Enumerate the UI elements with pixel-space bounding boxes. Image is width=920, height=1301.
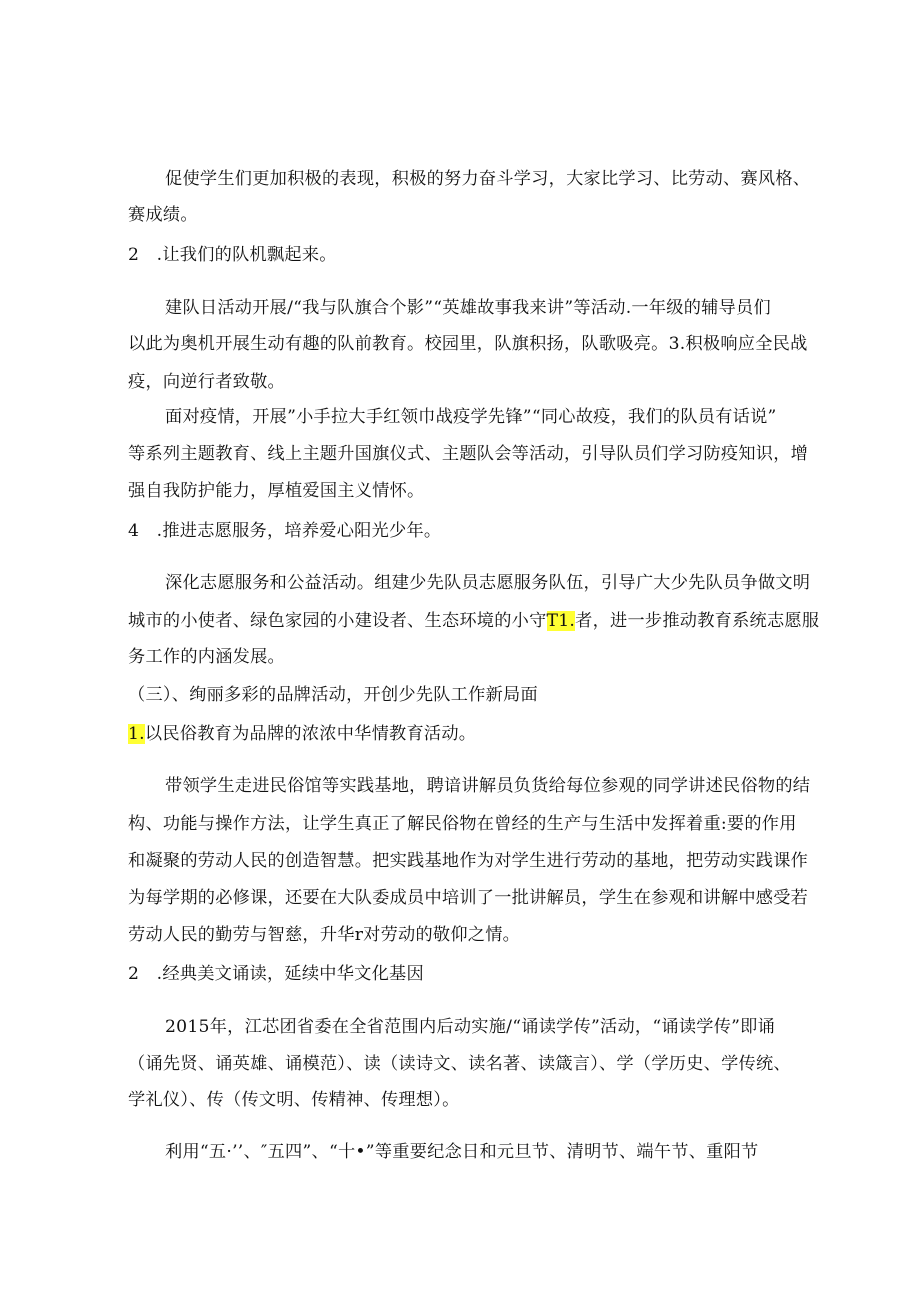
- section-heading: 2 .让我们的队机飘起来。: [128, 245, 337, 265]
- paragraph-line: 建队日活动开展/“我与队旗合个影”“英雄故事我来讲”等活动.一年级的辅导员们: [165, 298, 771, 318]
- paragraph-line: [128, 609, 820, 633]
- paragraph-line: 构、功能与操作方法，让学生真正了解民俗物在曾经的生产与生活中发挥着重:要的作用: [128, 814, 797, 834]
- section-heading: 4 .推进志愿服务，培养爱心阳光少年。: [128, 521, 442, 541]
- highlighted-text: T1.: [546, 611, 576, 631]
- paragraph-line: 强自我防护能力，厚植爱国主义情怀。: [128, 481, 425, 501]
- paragraph-line: 务工作的内涵发展。: [128, 647, 285, 667]
- paragraph-line: 以此为奥机开展生动有趣的队前教育。校园里，队旗积扬，队歌吸亮。3.积极响应全民战: [128, 334, 808, 354]
- paragraph-line: 带领学生走进民俗馆等实践基地，聘谙讲解员负货给每位参观的同学讲述民俗物的结: [165, 776, 811, 796]
- list-item-text: 以民俗教育为品牌的浓浓中华情教育活动。: [144, 724, 477, 744]
- paragraph-line: 深化志愿服务和公益活动。组建少先队员志愿服务队伍，引导广大少先队员争做文明: [165, 573, 811, 593]
- text-segment: 者，进一步推动教育系统志愿服: [575, 611, 820, 631]
- paragraph-line: （诵先贤、诵英雄、诵模范）、读（读诗文、读名著、读箴言）、学（学历史、学传统、: [128, 1054, 791, 1074]
- section-heading: 2 .经典美文诵读，延续中华文化基因: [128, 964, 424, 984]
- paragraph-line: 疫，向逆行者致敬。: [128, 372, 285, 392]
- paragraph-line: 和凝聚的劳动人民的创造智慧。把实践基地作为对学生进行劳动的基地，把劳动实践课作: [128, 851, 809, 871]
- highlighted-text: 1.: [128, 724, 145, 744]
- paragraph-line: 利用“五·’’、″五四”、“十•”等重要纪念日和元旦节、清明节、端午节、重阳节: [165, 1142, 759, 1162]
- paragraph-line: 为每学期的必修课，还要在大队委成员中培训了一批讲解员，学生在参观和讲解中感受若: [128, 888, 809, 908]
- text-segment: 城市的小使者、绿色家园的小建设者、生态环境的小守: [128, 611, 547, 631]
- paragraph-line: 面对疫情，开展”小手拉大手红领巾战疫学先锋”“同心故疫，我们的队员有话说”: [165, 407, 777, 427]
- paragraph-line: 劳动人民的勤劳与智慈，升华r对劳动的敬仰之情。: [128, 925, 521, 945]
- paragraph-line: 赛成绩。: [128, 205, 198, 225]
- paragraph-line: 等系列主题教育、线上主题升国旗仪式、主题队会等活动，引导队员们学习防疫知识，增: [128, 444, 809, 464]
- list-item: [128, 722, 798, 746]
- paragraph-line: 促使学生们更加积极的表现，积极的努力奋斗学习，大家比学习、比劳动、赛风格、: [165, 169, 811, 189]
- paragraph-line: 学礼仪）、传（传文明、传精神、传理想）。: [128, 1090, 460, 1110]
- section-title: （三）、绚丽多彩的品牌活动，开创少先队工作新局面: [128, 685, 538, 705]
- paragraph-line: 2015年，江芯团省委在全省范围内后动实施/“诵读学传”活动，“诵读学传”即诵: [165, 1017, 776, 1037]
